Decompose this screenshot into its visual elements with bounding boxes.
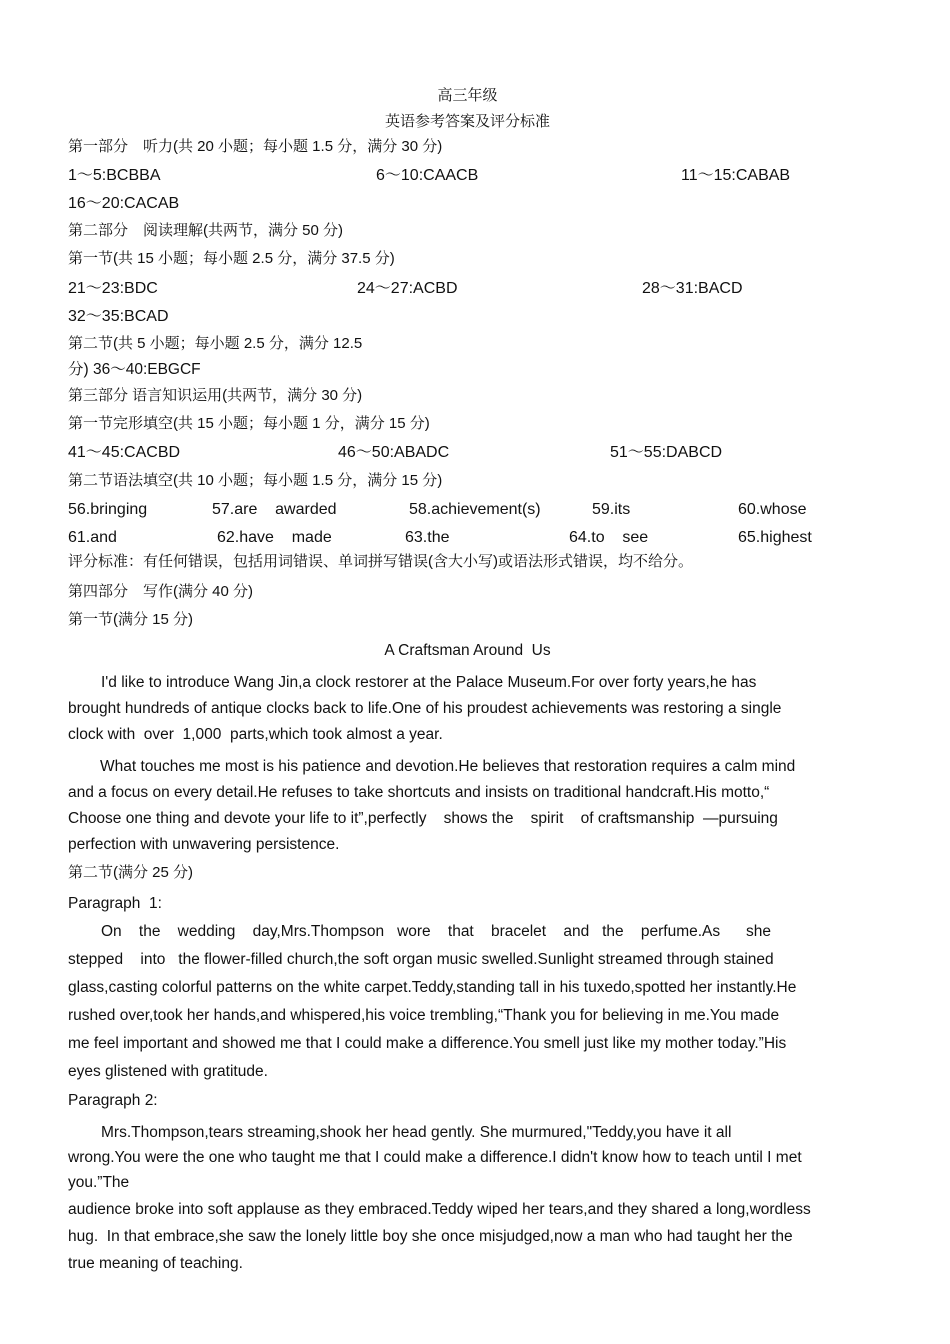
text-line: clock with over 1,000 parts,which took almost a year.: [68, 726, 443, 743]
part3-heading: 第三部分 语言知识运用(共两节，满分 30 分): [68, 387, 363, 404]
grammar-answer: 62.have made: [217, 529, 332, 546]
text-line: brought hundreds of antique clocks back to life.One of his proudest achievements was restoring a single: [68, 700, 782, 717]
grammar-answer: 56.bringing: [68, 501, 148, 518]
part2-section2-answers: 分) 36～40:EBGCF: [68, 361, 201, 378]
answer-group: 28～31:BACD: [642, 280, 743, 297]
text-line: true meaning of teaching.: [68, 1255, 243, 1272]
document-title: 英语参考答案及评分标准: [384, 113, 550, 130]
text-line: audience broke into soft applause as they embraced.Teddy wiped her tears,and they shared a long,wordless: [68, 1201, 811, 1218]
grammar-answer: 61.and: [68, 529, 117, 546]
text-line: Mrs.Thompson,tears streaming,shook her head gently. She murmured,"Teddy,you have it all: [101, 1124, 732, 1141]
grammar-answer: 64.to see: [569, 529, 649, 546]
text-line: eyes glistened with gratitude.: [68, 1063, 268, 1080]
text-line: On the wedding day,Mrs.Thompson wore that bracelet and the perfume.As she: [101, 923, 771, 940]
text-line: hug. In that embrace,she saw the lonely little boy she once misjudged,now a man who had taught her the: [68, 1228, 793, 1245]
paragraph-label: Paragraph 1:: [68, 895, 162, 912]
text-line: you.”The: [68, 1174, 130, 1191]
answer-group: 24～27:ACBD: [357, 280, 458, 297]
part2-section1-heading: 第一节(共 15 小题；每小题 2.5 分，满分 37.5 分): [68, 250, 395, 267]
text-line: and a focus on every detail.He refuses to take shortcuts and insists on traditional handcraft.His motto,“: [68, 784, 770, 801]
part2-heading: 第二部分 阅读理解(共两节，满分 50 分): [68, 222, 344, 239]
story-paragraph: [68, 1196, 811, 1277]
paragraph-label: Paragraph 2:: [68, 1092, 158, 1109]
answer-group: 11～15:CABAB: [681, 167, 791, 184]
grammar-answer: 60.whose: [738, 501, 807, 518]
text-line: glass,casting colorful patterns on the white carpet.Teddy,standing tall in his tuxedo,spotted her instantly.He: [68, 979, 797, 996]
answer-group: 41～45:CACBD: [68, 444, 181, 461]
answer-group: 46～50:ABADC: [338, 444, 450, 461]
text-line: What touches me most is his patience and devotion.He believes that restoration requires a calm mind: [100, 758, 796, 775]
grammar-answer: 65.highest: [738, 529, 812, 546]
document-grade: 高三年级: [437, 87, 498, 104]
text-line: perfection with unwavering persistence.: [68, 836, 340, 853]
part1-heading: 第一部分 听力(共 20 小题；每小题 1.5 分，满分 30 分): [68, 138, 443, 155]
part2-section2-heading: 第二节(共 5 小题；每小题 2.5 分，满分 12.5: [68, 335, 363, 352]
scoring-criteria: 评分标准：有任何错误，包括用词错误、单词拼写错误(含大小写)或语法形式错误，均不给分。: [68, 553, 693, 570]
grammar-answer: 59.its: [592, 501, 631, 518]
text-line: wrong.You were the one who taught me that I could make a difference.I didn't know how to teach until I met: [68, 1149, 802, 1166]
text-line: I'd like to introduce Wang Jin,a clock restorer at the Palace Museum.For over forty years,he has: [101, 674, 757, 691]
answer-group: 16～20:CACAB: [68, 195, 180, 212]
essay-title: A Craftsman Around Us: [384, 642, 551, 659]
part4-section1-heading: 第一节(满分 15 分): [68, 611, 194, 628]
text-line: stepped into the flower-filled church,the soft organ music swelled.Sunlight streamed through stained: [68, 951, 774, 968]
story-paragraph: [68, 1120, 802, 1195]
answer-group: 6～10:CAACB: [376, 167, 479, 184]
answer-group: 51～55:DABCD: [610, 444, 723, 461]
part4-heading: 第四部分 写作(满分 40 分): [68, 583, 254, 600]
answer-group: 32～35:BCAD: [68, 308, 169, 325]
essay-paragraph: [68, 754, 795, 858]
essay-paragraph: [68, 670, 781, 748]
text-line: me feel important and showed me that I could make a difference.You smell just like my mother today.”His: [68, 1035, 787, 1052]
text-line: rushed over,took her hands,and whispered,his voice trembling,“Thank you for believing in me.You made: [68, 1007, 780, 1024]
answer-group: 21～23:BDC: [68, 280, 158, 297]
answer-group: 1～5:BCBBA: [68, 167, 161, 184]
story-paragraph: [68, 918, 796, 1086]
part3-section1-heading: 第一节完形填空(共 15 小题；每小题 1 分，满分 15 分): [68, 415, 430, 432]
part3-section2-heading: 第二节语法填空(共 10 小题；每小题 1.5 分，满分 15 分): [68, 472, 443, 489]
grammar-answer: 58.achievement(s): [409, 501, 541, 518]
grammar-answer: 63.the: [405, 529, 450, 546]
text-line: Choose one thing and devote your life to it”,perfectly shows the spirit of craftsmanship —pursuing: [68, 810, 778, 827]
grammar-answer: 57.are awarded: [212, 501, 337, 518]
part4-section2-heading: 第二节(满分 25 分): [68, 864, 194, 881]
